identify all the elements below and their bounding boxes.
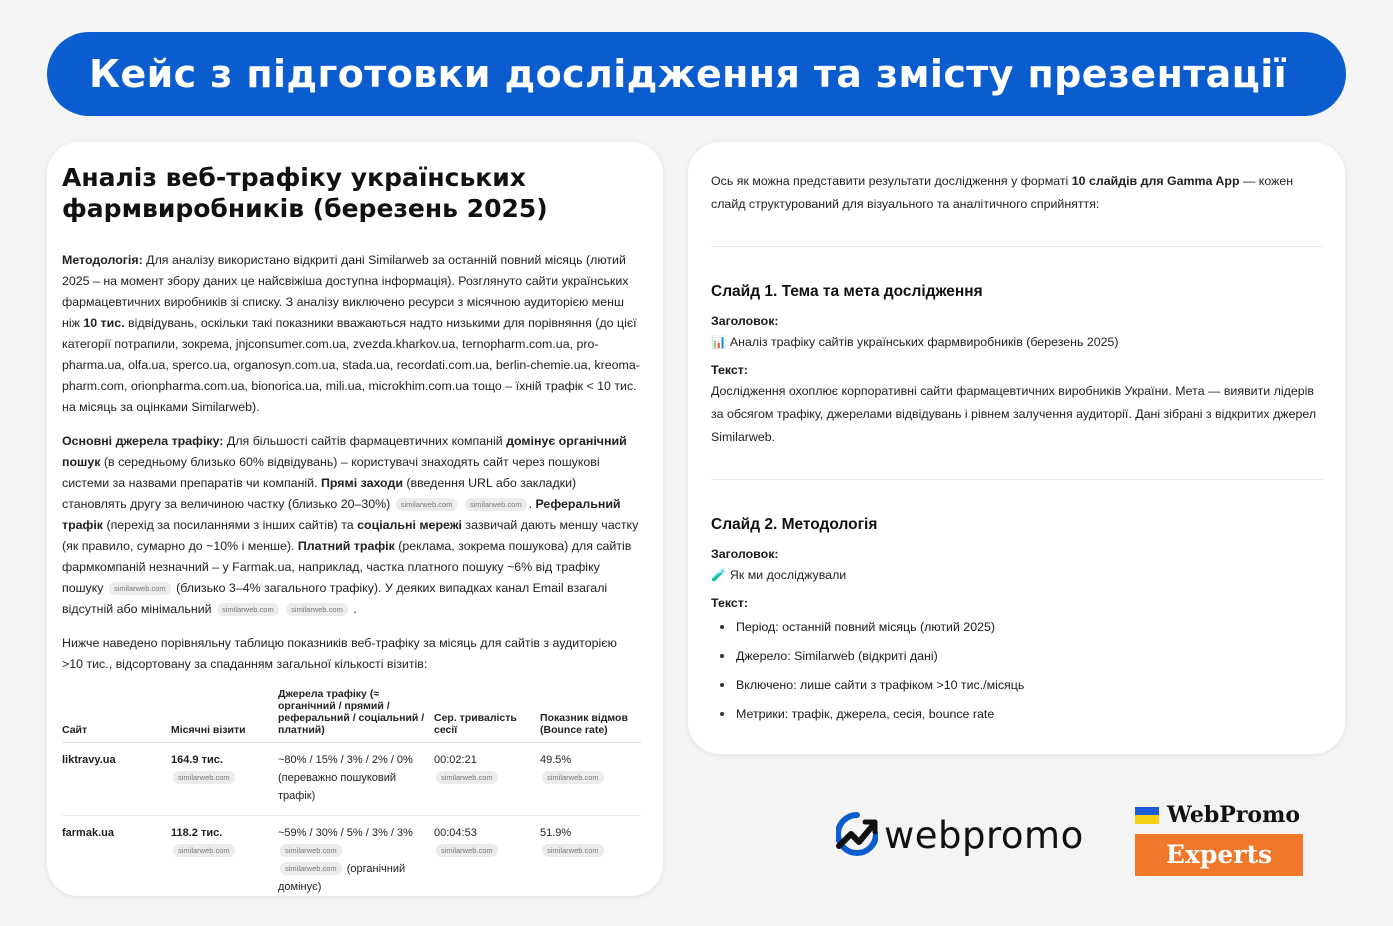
cell-sources: ~80% / 15% / 3% / 2% / 0% (переважно пошуковий трафік) bbox=[278, 743, 434, 816]
divider bbox=[711, 246, 1323, 247]
col-session: Сер. тривалість сесії bbox=[434, 688, 540, 743]
table-row bbox=[62, 816, 641, 897]
source-chip[interactable]: similarweb.com bbox=[542, 844, 604, 857]
source-chip[interactable]: similarweb.com bbox=[465, 498, 527, 511]
webpromo-logo bbox=[836, 812, 1084, 858]
cell-visits: 118.2 тис. similarweb.com bbox=[171, 816, 278, 897]
source-chip[interactable]: similarweb.com bbox=[436, 844, 498, 857]
experts-logo-name: WebPromo bbox=[1167, 802, 1301, 828]
slide-1-title: Слайд 1. Тема та мета дослідження bbox=[711, 283, 983, 300]
col-bounce: Показник відмов (Bounce rate) bbox=[540, 688, 641, 743]
slide-1-text-label: Текст: bbox=[711, 363, 748, 377]
slide-2-heading: 🧪 Як ми досліджували bbox=[711, 568, 847, 582]
slide-1-heading: 📊 Аналіз трафіку сайтів українських фармвиробників (березень 2025) bbox=[711, 335, 1119, 349]
list-item: Включено: лише сайти з трафіком >10 тис./місяць bbox=[711, 675, 1323, 695]
cell-visits: 164.9 тис. similarweb.com bbox=[171, 743, 278, 816]
source-chip[interactable]: similarweb.com bbox=[542, 771, 604, 784]
table-intro: Нижче наведено порівняльну таблицю показників веб-трафіку за місяць для сайтів з аудиторією >10 тис., відсортовану за спаданням загальної кількості візитів: bbox=[62, 636, 617, 671]
webpromo-logo-text: webpromo bbox=[884, 813, 1084, 857]
list-item: Метрики: трафік, джерела, сесія, bounce rate bbox=[711, 704, 1323, 724]
webpromo-experts-logo bbox=[1135, 802, 1303, 876]
experts-logo-badge: Experts bbox=[1135, 834, 1303, 876]
slide-2-title: Слайд 2. Методологія bbox=[711, 516, 878, 533]
ukraine-flag-icon bbox=[1135, 807, 1159, 824]
slides-outline-card bbox=[688, 142, 1345, 754]
col-sources: Джерела трафіку (≈ органічний / прямий / реферальний / соціальний / платний) bbox=[278, 688, 434, 743]
cell-site: farmak.ua bbox=[62, 816, 171, 897]
source-chip[interactable]: similarweb.com bbox=[280, 844, 342, 857]
slide-1-text: Дослідження охоплює корпоративні сайти фармацевтичних виробників України. Мета — виявити лідерів за обсягом трафіку, джерелами відвідувань і рівнем залучення аудиторії. Дані зібрані з відкритих джерел Similarweb. bbox=[711, 384, 1317, 444]
slide-2-section bbox=[711, 516, 1323, 724]
table-header-row bbox=[62, 688, 641, 743]
cell-bounce: 49.5% similarweb.com bbox=[540, 743, 641, 816]
source-chip[interactable]: similarweb.com bbox=[286, 603, 348, 616]
source-chip[interactable]: similarweb.com bbox=[436, 771, 498, 784]
slide-2-text-label: Текст: bbox=[711, 596, 748, 610]
test-tube-icon: 🧪 bbox=[711, 568, 727, 582]
document-title: Аналіз веб-трафіку українських фармвиробників (березень 2025) bbox=[62, 163, 548, 223]
slide-1-section bbox=[711, 283, 1323, 449]
table-row bbox=[62, 743, 641, 816]
cell-site: liktravy.ua bbox=[62, 743, 171, 816]
source-chip[interactable]: similarweb.com bbox=[173, 771, 235, 784]
cell-bounce: 51.9% similarweb.com bbox=[540, 816, 641, 897]
title-banner bbox=[47, 32, 1346, 116]
slide-2-heading-label: Заголовок: bbox=[711, 547, 779, 561]
webpromo-logo-icon bbox=[836, 812, 878, 858]
source-chip[interactable]: similarweb.com bbox=[280, 862, 342, 875]
cell-sources: ~59% / 30% / 5% / 3% / 3% similarweb.com similarweb.com (органічний домінує) bbox=[278, 816, 434, 897]
source-chip[interactable]: similarweb.com bbox=[217, 603, 279, 616]
slide-2-bullets bbox=[711, 617, 1323, 724]
source-chip[interactable]: similarweb.com bbox=[396, 498, 458, 511]
list-item: Джерело: Similarweb (відкриті дані) bbox=[711, 646, 1323, 666]
methodology-paragraph: Методологія: Для аналізу використано відкриті дані Similarweb за останній повний місяць (лютий 2025 – на момент збору даних це найсвіжіша доступна інформація). Розглянуто сайти українських фармацевтичних виробників зі списку. З аналізу виключено ресурси з місячною аудиторією менш ніж 10 тис. відвідувань, оскільки такі показники вважаються надто низькими для порівняння (до цієї категорії потрапили, зокрема, jnjconsumer.com.ua, zvezda.kharkov.ua, ternopharm.com.ua, pro-pharma.ua, olfa.ua, sperco.ua, organosyn.com.ua, stada.ua, recordati.com.ua, berlin-chemie.ua, kreoma-pharm.com, orionpharma.com.ua, bionorica.ua, mili.ua, microkhim.com.ua тощо – їхній трафік < 10 тис. на місяць за оцінками Similarweb). bbox=[62, 253, 640, 414]
list-item: Період: останній повний місяць (лютий 2025) bbox=[711, 617, 1323, 637]
page-title: Кейс з підготовки дослідження та змісту презентації bbox=[89, 52, 1288, 96]
slides-intro: Ось як можна представити результати дослідження у форматі 10 слайдів для Gamma App — кожен слайд структурований для візуального та аналітичного сприйняття: bbox=[711, 174, 1294, 211]
chart-icon: 📊 bbox=[711, 335, 727, 349]
col-site: Сайт bbox=[62, 688, 171, 743]
research-document-card bbox=[47, 142, 663, 896]
source-chip[interactable]: similarweb.com bbox=[173, 844, 235, 857]
cell-session: 00:02:21 similarweb.com bbox=[434, 743, 540, 816]
slide-1-heading-label: Заголовок: bbox=[711, 314, 779, 328]
col-visits: Місячні візити bbox=[171, 688, 278, 743]
traffic-table bbox=[62, 688, 641, 896]
cell-session: 00:04:53 similarweb.com bbox=[434, 816, 540, 897]
divider bbox=[711, 479, 1323, 480]
traffic-sources-paragraph: Основні джерела трафіку: Для більшості сайтів фармацевтичних компаній домінує органічний пошук (в середньому близько 60% відвідувань) – користувачі знаходять сайт через пошукові системи за назвами препаратів чи компаній. Прямі заходи (введення URL або закладки) становлять другу за величиною частку (близько 20–30%) similarweb.com similarweb.com . Реферальний трафік (перехід за посиланнями з інших сайтів) та соціальні мережі зазвичай дають меншу частку (як правило, сумарно до ~10% і менше). Платний трафік (реклама, зокрема пошукова) для сайтів фармкомпаній незначний – у Farmak.ua, наприклад, частка платного пошуку ~6% від трафіку пошуку similarweb.com (близько 3–4% загального трафіку). У деяких випадках канал Email взагалі відсутній або мінімальний similarweb.com similarweb.com . bbox=[62, 434, 639, 616]
source-chip[interactable]: similarweb.com bbox=[109, 582, 171, 595]
